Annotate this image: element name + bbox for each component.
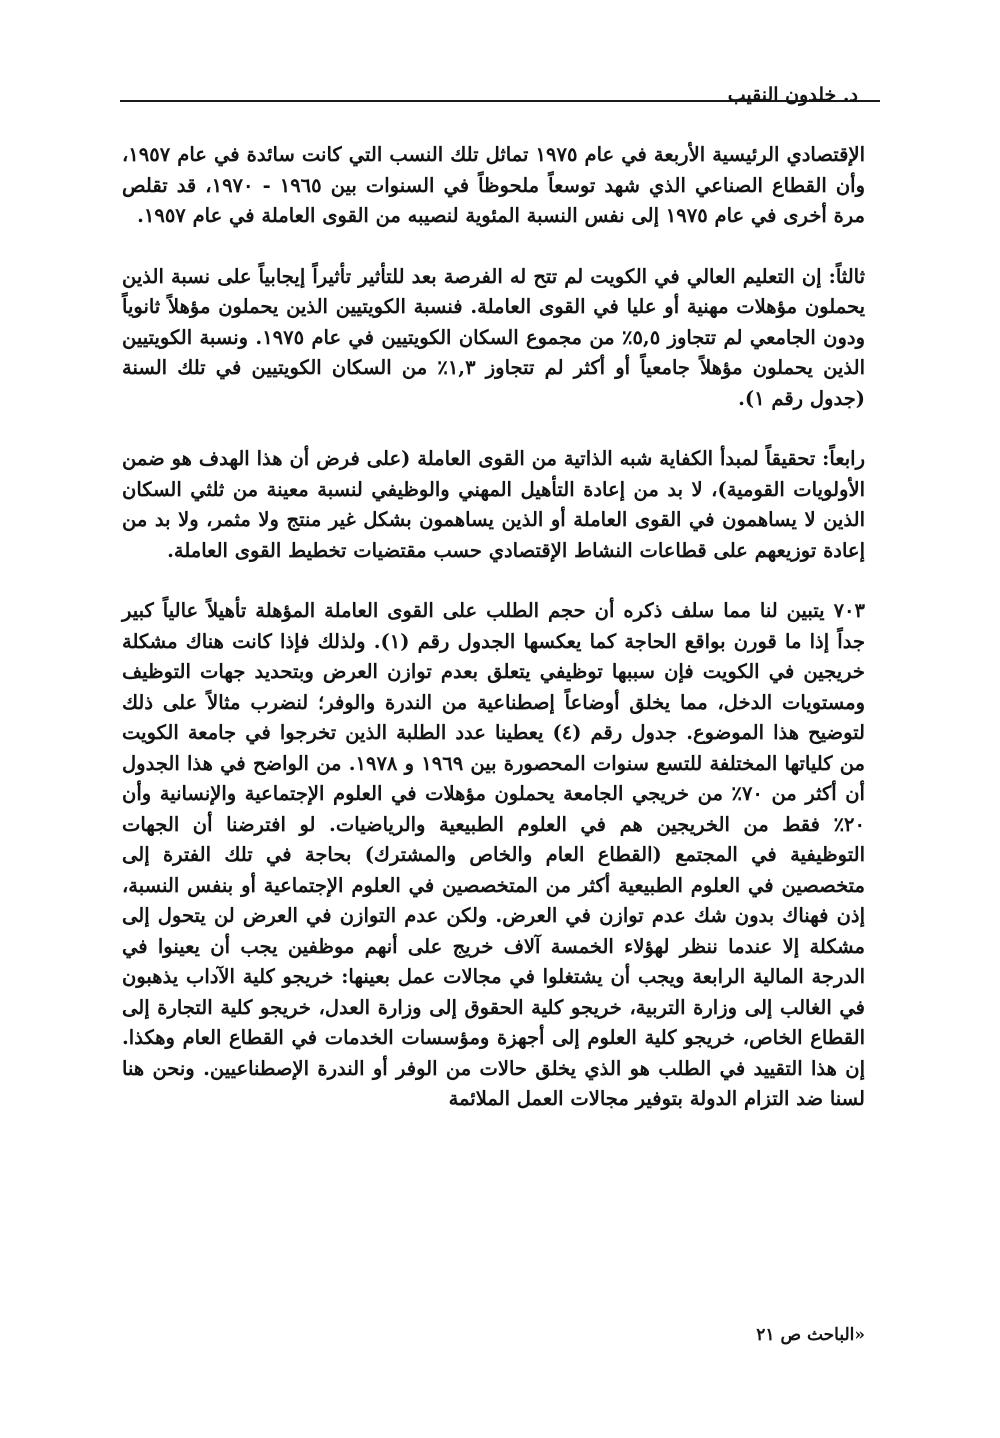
paragraph-3: رابعاً: تحقيقاً لمبدأ الكفاية شبه الذاتية من القوى العاملة (على فرض أن هذا الهدف هو ضمن الأولويات القومية)، لا بد من إعادة التأهيل المهني والوظيفي لنسبة معينة من ثلثي السكان الذين لا يساهمون في القوى العاملة أو الذين يساهمون بشكل غير منتج ولا مثمر، ولا بد من إعادة توزيعهم على قطاعات النشاط الإقتصادي حسب مقتضيات تخطيط القوى العاملة. bbox=[122, 447, 865, 562]
footnote: «الباحث ص ٢١ bbox=[756, 1325, 865, 1345]
running-header bbox=[120, 70, 880, 106]
paragraph-4: ٧٠٣ يتبين لنا مما سلف ذكره أن حجم الطلب على القوى العاملة المؤهلة تأهيلاً عالياً كبير جداً إذا ما قورن بواقع الحاجة كما يعكسها الجدول رقم (١). ولذلك فإذا كانت هناك مشكلة خريجين في الكويت فإن سببها توظيفي يتعلق بعدم توازن العرض وبتحديد جهات التوظيف ومستويات الدخل، مما يخلق أوضاعاً إصطناعية من الندرة والوفر؛ لنضرب مثالاً على ذلك لتوضيح هذا الموضوع. جدول رقم (٤) يعطينا عدد الطلبة الذين تخرجوا في جامعة الكويت من كلياتها المختلفة للتسع سنوات المحصورة بين ١٩٦٩ و ١٩٧٨. من الواضح في هذا الجدول أن أكثر من ٧٠٪ من خريجي الجامعة يحملون مؤهلات في العلوم الإجتماعية والإنسانية وأن ٢٠٪ فقط من الخريجين هم في العلوم الطبيعية والرياضيات. لو افترضنا أن الجهات التوظيفية في المجتمع (القطاع العام والخاص والمشترك) بحاجة في تلك الفترة إلى متخصصين في العلوم الطبيعية أكثر من المتخصصين في العلوم الإجتماعية أو بنفس النسبة، إذن فهناك بدون شك عدم توازن في العرض. ولكن عدم التوازن في العرض لن يتحول إلى مشكلة إلا عندما ننظر لهؤلاء الخمسة آلاف خريج على أنهم موظفين يجب أن يعينوا في الدرجة المالية الرابعة ويجب أن يشتغلوا في مجالات عمل بعينها: خريجو كلية الآداب يذهبون في الغالب إلى وزارة التربية، خريجو كلية الحقوق إلى وزارة العدل، خريجو كلية التجارة إلى القطاع الخاص، خريجو كلية العلوم إلى أجهزة ومؤسسات الخدمات في القطاع العام وهكذا. إن هذا التقييد في الطلب هو الذي يخلق حالات من الوفر أو الندرة الإصطناعيين. ونحن هنا لسنا ضد التزام الدولة بتوفير مجالات العمل الملائمة bbox=[122, 599, 866, 1110]
body-text bbox=[122, 140, 865, 1115]
paragraph-2: ثالثاً: إن التعليم العالي في الكويت لم تتح له الفرصة بعد للتأثير تأثيراً إيجابياً على نسبة الذين يحملون مؤهلات مهنية أو عليا في القوى العاملة. فنسبة الكويتيين الذين يحملون مؤهلاً ثانوياً ودون الجامعي لم تتجاوز ٥,٥٪ من مجموع السكان الكويتيين في عام ١٩٧٥. ونسبة الكويتيين الذين يحملون مؤهلاً جامعياً أو أكثر لم تتجاوز ١,٣٪ من السكان الكويتيين في تلك السنة (جدول رقم ١). bbox=[122, 264, 865, 410]
paragraph-1: الإقتصادي الرئيسية الأربعة في عام ١٩٧٥ تماثل تلك النسب التي كانت سائدة في عام ١٩٥٧، وأن القطاع الصناعي الذي شهد توسعاً ملحوظاً في السنوات بين ١٩٦٥ - ١٩٧٠، قد تقلص مرة أخرى في عام ١٩٧٥ إلى نفس النسبة المئوية لنصيبه من القوى العاملة في عام ١٩٥٧. bbox=[122, 143, 865, 227]
header-author: د. خلدون النقيب bbox=[727, 84, 858, 106]
